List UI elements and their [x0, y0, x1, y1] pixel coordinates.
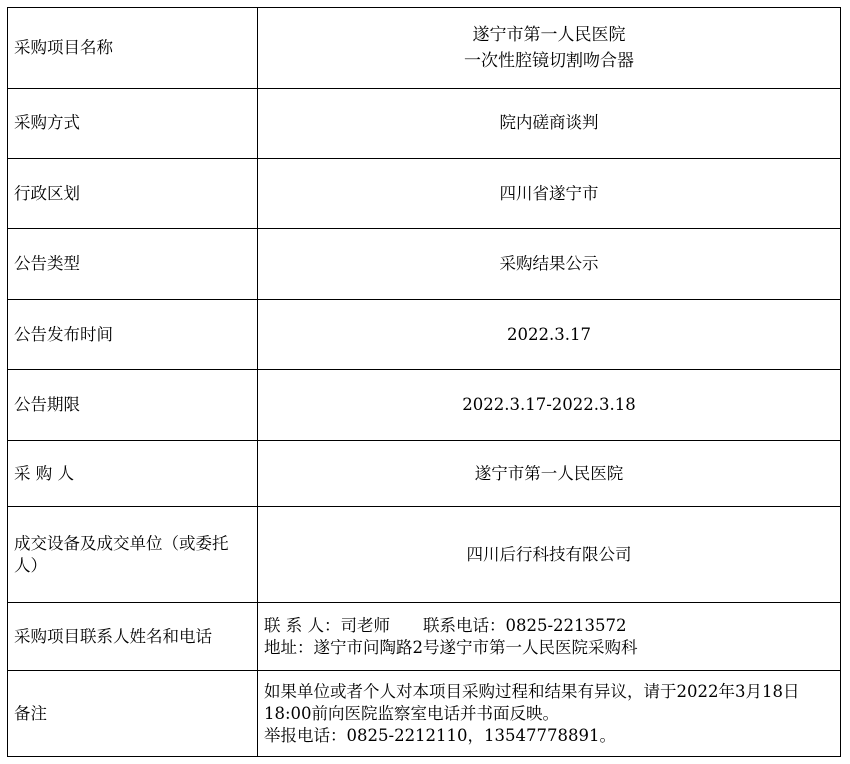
value-remarks — [258, 671, 841, 757]
value-purchaser: 遂宁市第一人民医院 — [258, 440, 841, 506]
label-notice-type: 公告类型 — [8, 229, 258, 299]
row-notice-type — [8, 229, 841, 299]
value-contact — [258, 602, 841, 670]
value-procurement-method: 院内磋商谈判 — [258, 88, 841, 158]
row-contact — [8, 602, 841, 670]
remarks-report-phone: 举报电话：0825-2212110，13547778891。 — [264, 725, 617, 745]
value-winning-supplier: 四川后行科技有限公司 — [258, 507, 841, 603]
contact-line: 联 系 人：司老师 联系电话：0825-2213572 — [264, 615, 627, 635]
label-remarks: 备注 — [8, 671, 258, 757]
label-contact: 采购项目联系人姓名和电话 — [8, 602, 258, 670]
row-region — [8, 159, 841, 229]
row-winning-supplier — [8, 507, 841, 603]
value-region: 四川省遂宁市 — [258, 159, 841, 229]
value-project-name — [258, 8, 841, 89]
value-notice-period: 2022.3.17-2022.3.18 — [258, 370, 841, 440]
label-notice-period: 公告期限 — [8, 370, 258, 440]
address-line: 地址：遂宁市问陶路2号遂宁市第一人民医院采购科 — [264, 637, 638, 657]
row-publish-date — [8, 299, 841, 369]
label-project-name: 采购项目名称 — [8, 8, 258, 89]
project-name-line-2: 一次性腔镜切割吻合器 — [464, 50, 634, 71]
remarks-objection-text: 如果单位或者个人对本项目采购过程和结果有异议，请于2022年3月18日18:00前向医院监察室电话并书面反映。 — [264, 681, 800, 723]
row-purchaser — [8, 440, 841, 506]
row-procurement-method — [8, 88, 841, 158]
label-procurement-method: 采购方式 — [8, 88, 258, 158]
label-purchaser: 采 购 人 — [8, 440, 258, 506]
value-publish-date: 2022.3.17 — [258, 299, 841, 369]
label-publish-date: 公告发布时间 — [8, 299, 258, 369]
value-notice-type: 采购结果公示 — [258, 229, 841, 299]
procurement-result-table — [7, 7, 841, 757]
row-project-name — [8, 8, 841, 89]
label-region: 行政区划 — [8, 159, 258, 229]
label-winning-supplier: 成交设备及成交单位（或委托人） — [8, 507, 258, 603]
project-name-line-1: 遂宁市第一人民医院 — [472, 24, 626, 45]
row-notice-period — [8, 370, 841, 440]
row-remarks — [8, 671, 841, 757]
